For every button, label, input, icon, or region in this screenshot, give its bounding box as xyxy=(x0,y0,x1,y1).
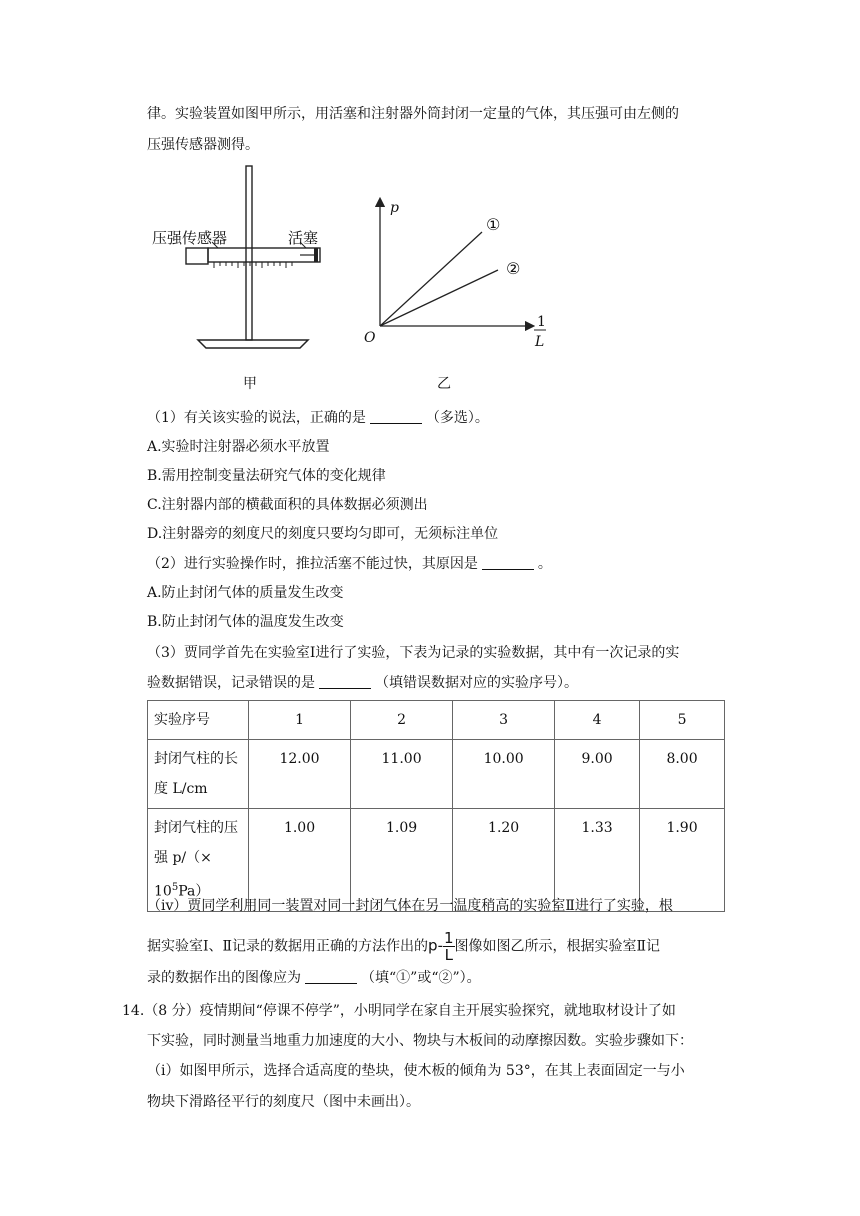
q1-answer-blank xyxy=(370,409,422,424)
experiment-data-table xyxy=(147,700,725,912)
table-cell: 1.00 xyxy=(249,809,351,912)
table-cell: 9.00 xyxy=(555,740,640,809)
pressure-sensor-box xyxy=(186,248,208,264)
table-header-label: 实验序号 xyxy=(148,701,249,740)
table-cell: 11.00 xyxy=(351,740,453,809)
origin-label: O xyxy=(364,330,376,346)
q1-option-b: B.需用控制变量法研究气体的变化规律 xyxy=(147,468,386,484)
x-axis-label-den: L xyxy=(535,334,545,350)
table-cell: 4 xyxy=(555,701,640,740)
q1-option-c: C.注射器内部的横截面积的具体数据必须测出 xyxy=(147,497,428,513)
q2-stem-tail: 。 xyxy=(537,556,552,572)
q4-line-3-tail: （填“①”或“②”）。 xyxy=(361,970,481,986)
q3-line-2-tail: （填错误数据对应的实验序号）。 xyxy=(375,675,578,691)
q2-option-a: A.防止封闭气体的质量发生改变 xyxy=(147,585,344,601)
q4-line-2-text: 据实验室Ⅰ、Ⅱ记录的数据用正确的方法作出的 xyxy=(147,938,429,955)
label-pressure-sensor: 压强传感器 xyxy=(152,229,228,247)
line-2-label: ② xyxy=(506,259,521,278)
graph-line-1 xyxy=(380,232,482,326)
table-cell: 2 xyxy=(351,701,453,740)
q4-line-3 xyxy=(147,968,481,988)
syringe-scale xyxy=(210,262,298,268)
q2-answer-blank xyxy=(482,555,534,570)
stand-base xyxy=(198,340,308,348)
table-cell: 3 xyxy=(453,701,555,740)
q4-line-3-text: 录的数据作出的图像应为 xyxy=(147,970,301,986)
q3-line-2-text: 验数据错误，记录错误的是 xyxy=(147,675,315,691)
table-cell: 1.90 xyxy=(640,809,725,912)
caption-jia: 甲 xyxy=(243,376,257,392)
intro-line-2: 压强传感器测得。 xyxy=(147,137,259,153)
q1-stem xyxy=(147,408,489,428)
piston-handle xyxy=(314,248,318,262)
q3-answer-blank xyxy=(319,674,371,689)
q1-stem-text: （1）有关该实验的说法，正确的是 xyxy=(147,410,366,426)
table-cell: 12.00 xyxy=(249,740,351,809)
q1-option-d: D.注射器旁的刻度尺的刻度只要均匀即可，无须标注单位 xyxy=(147,526,499,542)
graph-line-2 xyxy=(380,270,498,326)
y-axis-label: p xyxy=(390,200,399,216)
q14-line-1: 14.（8 分）疫情期间“停课不停学”，小明同学在家自主开展实验探究，就地取材设计了如 xyxy=(122,1003,676,1019)
q2-option-b: B.防止封闭气体的温度发生改变 xyxy=(147,614,344,630)
table-row xyxy=(148,701,725,740)
q4-p-symbol: p- xyxy=(428,936,443,955)
table-cell: 5 xyxy=(640,701,725,740)
q1-stem-tail: （多选）。 xyxy=(425,410,489,426)
q4-line-2-tail: 图像如图乙所示，根据实验室Ⅱ记 xyxy=(454,938,661,955)
q14-line-4: 物块下滑路径平行的刻度尺（图中未画出）。 xyxy=(147,1094,420,1110)
q4-inverse-L-fraction: $\frac{1}{L}$ xyxy=(443,929,454,964)
q14-line-2: 下实验，同时测量当地重力加速度的大小、物块与木板间的动摩擦因数。实验步骤如下： xyxy=(147,1033,693,1049)
table-cell: 8.00 xyxy=(640,740,725,809)
q2-stem xyxy=(147,554,552,574)
q1-option-a: A.实验时注射器必须水平放置 xyxy=(147,439,330,455)
caption-yi: 乙 xyxy=(437,376,451,392)
table-cell: 1.20 xyxy=(453,809,555,912)
table-length-label: 封闭气柱的长 度 L/cm xyxy=(148,740,249,809)
q4-answer-blank xyxy=(305,969,357,984)
table-row xyxy=(148,740,725,809)
q3-line-2 xyxy=(147,673,578,693)
figure-apparatus xyxy=(150,162,350,362)
table-cell: 1.09 xyxy=(351,809,453,912)
q4-line-1: （iv）贾同学利用同一装置对同一封闭气体在另一温度稍高的实验室Ⅱ进行了实验，根 xyxy=(147,898,673,914)
q2-stem-text: （2）进行实验操作时，推拉活塞不能过快，其原因是 xyxy=(147,556,478,572)
x-axis-label-num: 1 xyxy=(537,314,546,330)
intro-line-1: 律。实验装置如图甲所示，用活塞和注射器外筒封闭一定量的气体，其压强可由左侧的 xyxy=(147,106,679,122)
figure-p-vs-inverse-L xyxy=(360,192,560,362)
table-pressure-label: 封闭气柱的压 强 p/（× $10^5Pa$） xyxy=(148,809,249,912)
table-cell: 1.33 xyxy=(555,809,640,912)
label-piston: 活塞 xyxy=(288,229,319,247)
stand-rod xyxy=(246,166,252,340)
table-cell: 10.00 xyxy=(453,740,555,809)
q4-line-2 xyxy=(147,930,660,963)
table-cell: 1 xyxy=(249,701,351,740)
line-1-label: ① xyxy=(486,215,501,234)
q3-line-1: （3）贾同学首先在实验室Ⅰ进行了实验，下表为记录的实验数据，其中有一次记录的实 xyxy=(147,645,680,661)
q14-line-3: （i）如图甲所示，选择合适高度的垫块，使木板的倾角为 53°，在其上表面固定一与小 xyxy=(147,1063,685,1079)
